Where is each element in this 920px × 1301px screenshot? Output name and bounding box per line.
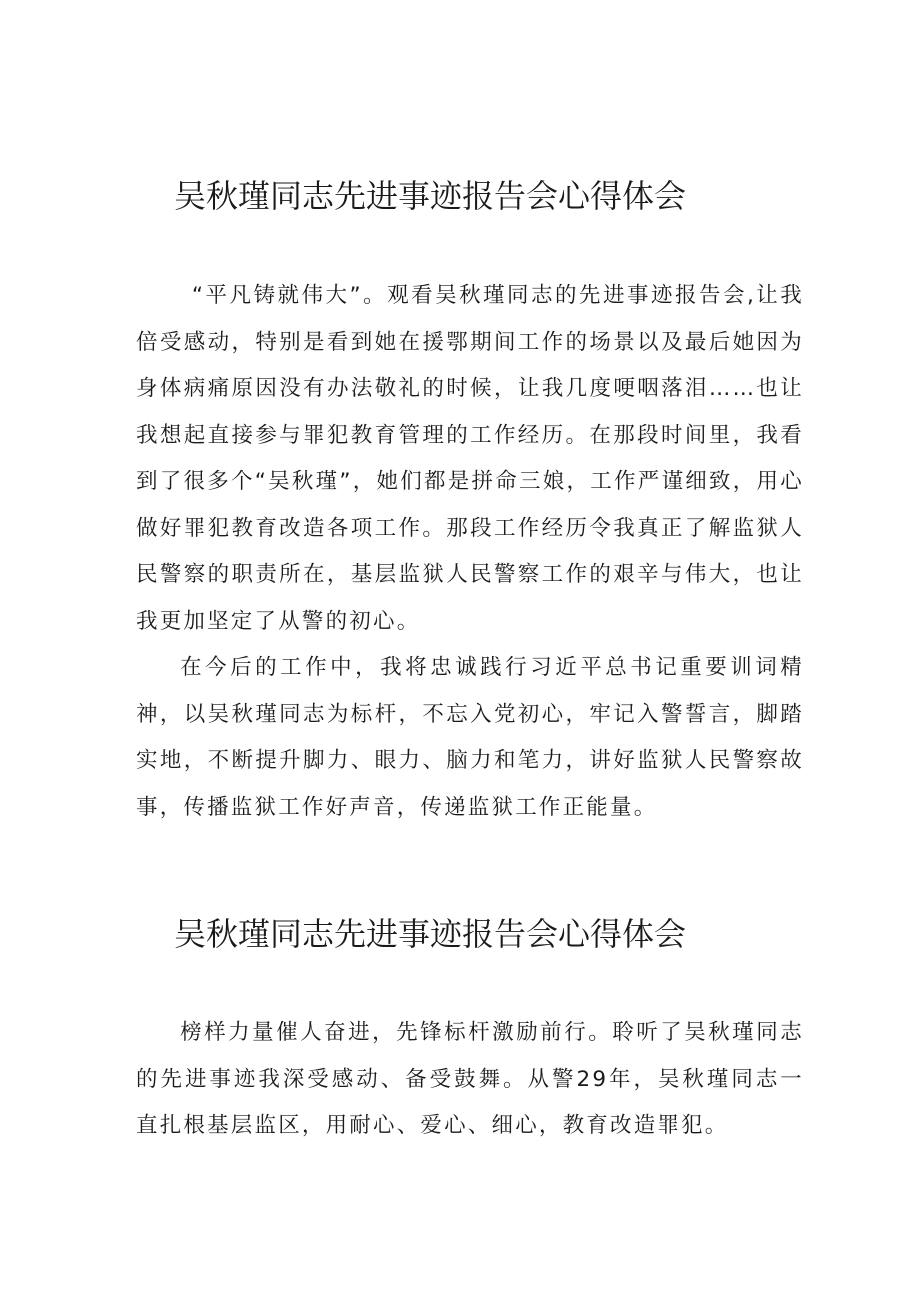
article-title-2: 吴秋瑾同志先进事迹报告会心得体会: [173, 915, 686, 953]
article-body-1: [136, 273, 804, 831]
article-body-2: [136, 1010, 804, 1150]
article-title-1: 吴秋瑾同志先进事迹报告会心得体会: [173, 177, 686, 215]
paragraph: 榜样力量催人奋进，先锋标杆激励前行。聆听了吴秋瑾同志的先进事迹我深受感动、备受鼓舞。从警29年，吴秋瑾同志一直扎根基层监区，用耐心、爱心、细心，教育改造罪犯。: [136, 1020, 804, 1138]
paragraph: “平凡铸就伟大”。观看吴秋瑾同志的先进事迹报告会,让我倍受感动，特别是看到她在援鄂期间工作的场景以及最后她因为身体病痛原因没有办法敬礼的时候，让我几度哽咽落泪……也让我想起直接参与罪犯教育管理的工作经历。在那段时间里，我看到了很多个“吴秋瑾”，她们都是拼命三娘，工作严谨细致，用心做好罪犯教育改造各项工作。那段工作经历令我真正了解监狱人民警察的职责所在，基层监狱人民警察工作的艰辛与伟大，也让我更加坚定了从警的初心。: [136, 283, 804, 634]
paragraph: 在今后的工作中，我将忠诚践行习近平总书记重要训词精神，以吴秋瑾同志为标杆，不忘入党初心，牢记入警誓言，脚踏实地，不断提升脚力、眼力、脑力和笔力，讲好监狱人民警察故事，传播监狱工作好声音，传递监狱工作正能量。: [136, 655, 804, 820]
